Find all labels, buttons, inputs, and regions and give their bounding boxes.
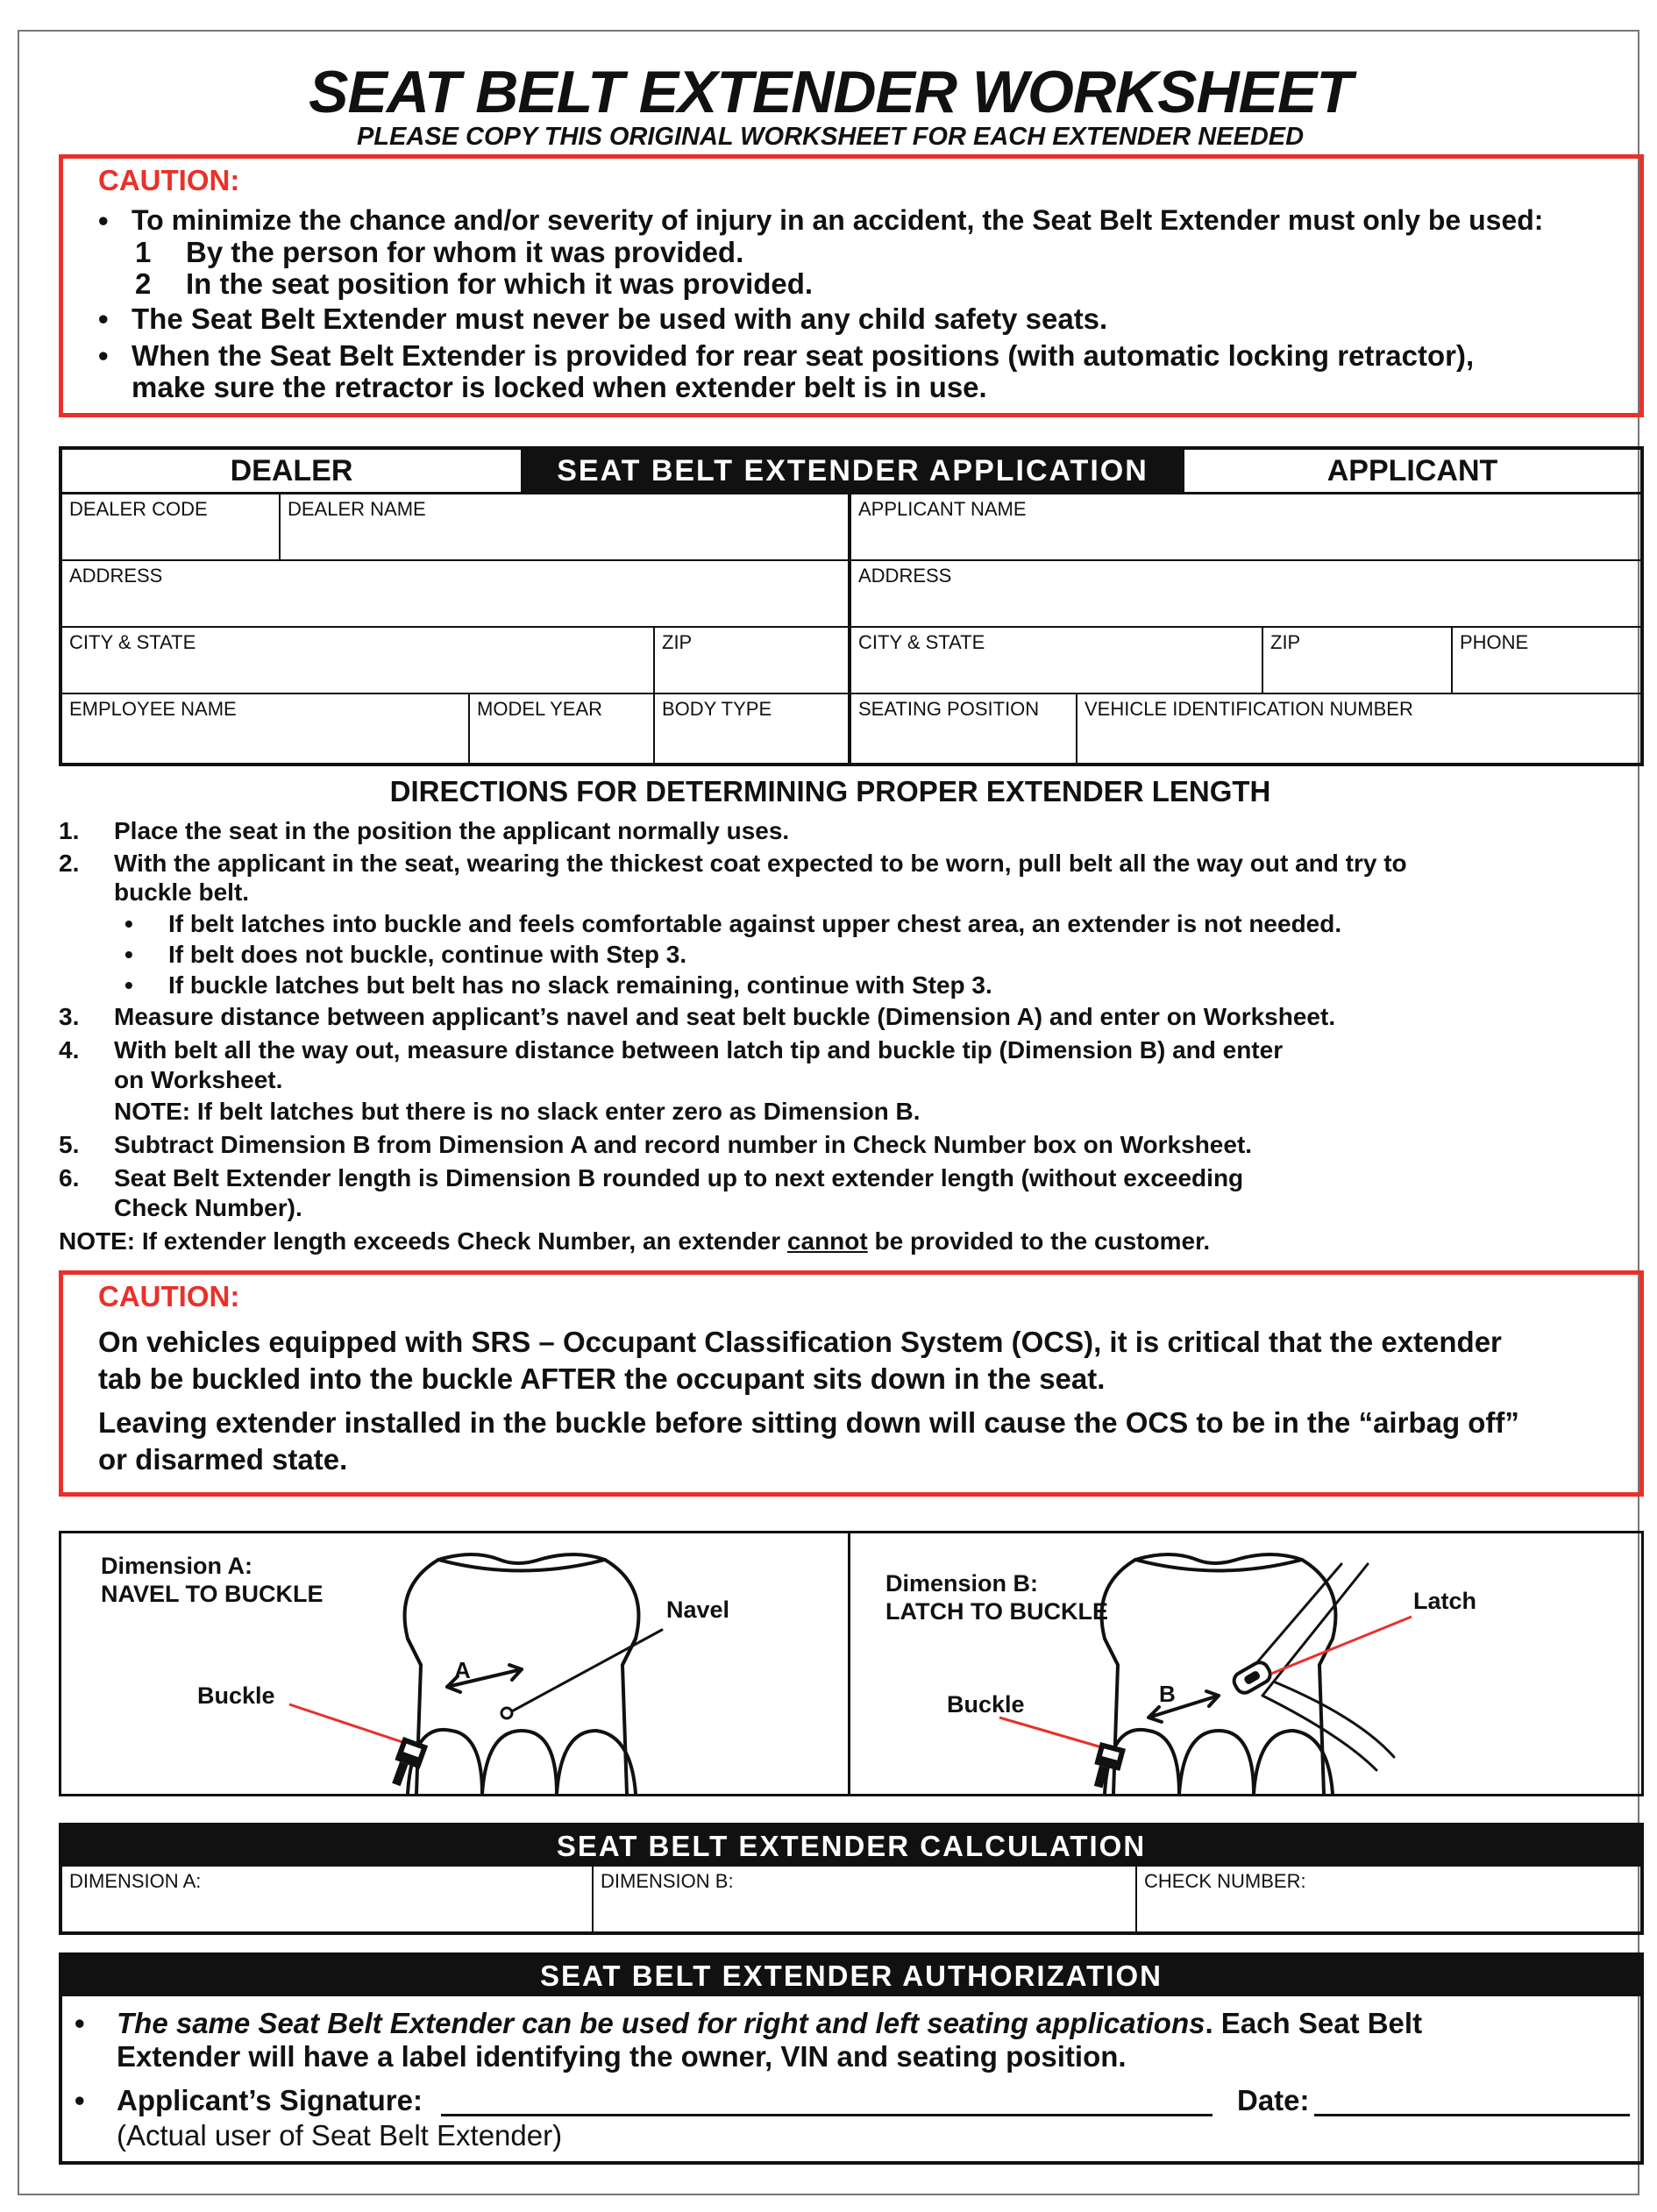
leg-outline: [482, 1731, 557, 1794]
leg-outline: [1179, 1731, 1254, 1794]
dimension-b-title: Dimension B:: [885, 1570, 1039, 1597]
bullet-icon: •: [98, 302, 109, 335]
direction-line: Place the seat in the position the applicant normally uses.: [114, 817, 790, 844]
step-number: 3.: [59, 1003, 80, 1030]
signature-label: Applicant’s Signature:: [117, 2084, 423, 2116]
field-label: MODEL YEAR: [477, 698, 603, 720]
dimension-b-illustration: [850, 1533, 1646, 1794]
dimension-a-title: Dimension A:: [101, 1553, 253, 1579]
caution-number: 2: [135, 267, 152, 300]
page-subtitle: PLEASE COPY THIS ORIGINAL WORKSHEET FOR EACH EXTENDER NEEDED: [356, 123, 1305, 151]
field-label: DEALER NAME: [288, 498, 426, 520]
note-text: NOTE: If extender length exceeds Check Number, an extender: [59, 1227, 787, 1255]
direction-line: With the applicant in the seat, wearing the thickest coat expected to be worn, pull belt all the way out and try to: [114, 850, 1407, 877]
phone-field[interactable]: [1453, 628, 1640, 694]
caution-box-1: [59, 154, 1644, 417]
buckle-leader-a: [289, 1704, 408, 1744]
field-label: ZIP: [1270, 631, 1301, 653]
vin-field[interactable]: [1077, 694, 1640, 763]
caution-line: Leaving extender installed in the buckle before sitting down will cause the OCS to be in the “airbag off”: [98, 1406, 1519, 1439]
employee-name-field[interactable]: [62, 694, 470, 763]
caution-line: In the seat position for which it was provided.: [186, 267, 814, 300]
direction-line: Measure distance between applicant’s navel and seat belt buckle (Dimension A) and enter on Worksheet.: [114, 1003, 1336, 1030]
dimension-b-field[interactable]: [594, 1867, 1137, 1931]
field-label: CHECK NUMBER:: [1144, 1870, 1306, 1892]
direction-line: Check Number).: [114, 1194, 302, 1221]
caution-line: tab be buckled into the buckle AFTER the occupant sits down in the seat.: [98, 1362, 1106, 1395]
step-number: 5.: [59, 1131, 80, 1158]
field-label: CITY & STATE: [69, 631, 196, 653]
step-number: 2.: [59, 850, 80, 877]
torso-outline: [1102, 1554, 1336, 1794]
note-text: be provided to the customer.: [867, 1227, 1211, 1255]
field-label: DIMENSION B:: [601, 1870, 734, 1892]
bullet-icon: •: [75, 2007, 85, 2039]
bullet-icon: •: [75, 2084, 85, 2116]
actual-user-note: (Actual user of Seat Belt Extender): [117, 2119, 563, 2152]
applicant-city-state-field[interactable]: [851, 628, 1263, 694]
applicant-zip-field[interactable]: [1263, 628, 1453, 694]
field-label: EMPLOYEE NAME: [69, 698, 237, 720]
caution-line: make sure the retractor is locked when extender belt is in use.: [132, 371, 987, 403]
bullet-icon: •: [98, 339, 109, 372]
dealer-city-state-field[interactable]: [62, 628, 655, 694]
latch-label: Latch: [1413, 1588, 1477, 1614]
bullet-icon: •: [98, 204, 109, 237]
direction-line: on Worksheet.: [114, 1066, 283, 1093]
field-label: BODY TYPE: [662, 698, 772, 720]
buckle-label-a: Buckle: [197, 1682, 275, 1709]
field-label: CITY & STATE: [858, 631, 985, 653]
field-label: SEATING POSITION: [858, 698, 1040, 720]
dealer-address-field[interactable]: [62, 561, 851, 628]
direction-line: If belt does not buckle, continue with Step 3.: [168, 941, 687, 968]
navel-marker: [501, 1708, 512, 1718]
step-number: 6.: [59, 1164, 80, 1191]
authorization-section: [59, 1952, 1644, 2165]
direction-line: buckle belt.: [114, 878, 250, 906]
navel-label: Navel: [666, 1597, 730, 1623]
note-underlined: cannot: [786, 1227, 868, 1255]
dealer-name-field[interactable]: [281, 494, 851, 561]
applicant-address-field[interactable]: [851, 561, 1640, 628]
authorization-header: SEAT BELT EXTENDER AUTHORIZATION: [62, 1956, 1640, 1996]
applicant-name-field[interactable]: [851, 494, 1640, 561]
sleeve-line: [622, 1639, 636, 1665]
authorization-italic: The same Seat Belt Extender can be used for right and left seating applications: [117, 2007, 1205, 2039]
direction-line: With belt all the way out, measure distance between latch tip and buckle tip (Dimension B) and enter: [114, 1036, 1284, 1063]
collar-line: [438, 1560, 605, 1571]
caution-line: To minimize the chance and/or severity of injury in an accident, the Seat Belt Extender must only be used:: [132, 204, 1544, 236]
shoulder-belt: [1262, 1564, 1368, 1696]
dealer-header: DEALER: [230, 453, 353, 487]
directions-title: DIRECTIONS FOR DETERMINING PROPER EXTENDER LENGTH: [389, 775, 1271, 807]
buckle-icon: [1089, 1742, 1126, 1791]
field-label: ADDRESS: [69, 565, 163, 587]
sleeve-line: [408, 1639, 421, 1665]
step-number: 1.: [59, 817, 80, 844]
dimension-a-field[interactable]: [62, 1867, 594, 1931]
direction-line: If buckle latches but belt has no slack remaining, continue with Step 3.: [168, 971, 992, 999]
field-label: ZIP: [662, 631, 693, 653]
field-label: DIMENSION A:: [69, 1870, 202, 1892]
buckle-leader-b: [999, 1718, 1105, 1748]
caution-heading-2: CAUTION:: [98, 1280, 240, 1312]
caution-line: or disarmed state.: [98, 1443, 348, 1476]
dimension-a-letter: A: [454, 1657, 471, 1683]
check-number-field[interactable]: [1137, 1867, 1640, 1931]
dimension-a-subtitle: NAVEL TO BUCKLE: [101, 1581, 324, 1607]
torso-outline: [405, 1554, 639, 1794]
direction-line: If belt latches into buckle and feels comfortable against upper chest area, an extender is not needed.: [168, 910, 1342, 937]
buckle-label-b: Buckle: [947, 1691, 1025, 1718]
bullet-icon: •: [124, 941, 133, 968]
field-label: APPLICANT NAME: [858, 498, 1027, 520]
dealer-zip-field[interactable]: [655, 628, 851, 694]
direction-line: Seat Belt Extender length is Dimension B rounded up to next extender length (without exceeding: [114, 1164, 1244, 1191]
caution-line: When the Seat Belt Extender is provided for rear seat positions (with automatic locking retractor),: [132, 339, 1475, 372]
calculation-header: SEAT BELT EXTENDER CALCULATION: [62, 1826, 1640, 1867]
dealer-code-field[interactable]: [62, 494, 281, 561]
bullet-icon: •: [124, 910, 133, 937]
latch-leader: [1271, 1617, 1412, 1674]
dimension-a-illustration: [61, 1533, 848, 1794]
field-label: DEALER CODE: [69, 498, 208, 520]
date-line[interactable]: [1314, 2114, 1630, 2116]
direction-line: NOTE: If belt latches but there is no slack enter zero as Dimension B.: [114, 1098, 921, 1125]
field-label: VEHICLE IDENTIFICATION NUMBER: [1085, 698, 1413, 720]
dimension-b-subtitle: LATCH TO BUCKLE: [885, 1598, 1108, 1625]
bullet-icon: •: [124, 971, 133, 999]
caution-line: By the person for whom it was provided.: [186, 236, 744, 268]
calculation-section: [59, 1823, 1644, 1935]
authorization-line: [117, 2007, 1422, 2040]
caution-box-2: [59, 1270, 1644, 1497]
field-label: ADDRESS: [858, 565, 952, 587]
body-type-field[interactable]: [655, 694, 851, 763]
caution-line: On vehicles equipped with SRS – Occupant Classification System (OCS), it is critical that the extender: [98, 1326, 1502, 1358]
extender-note: [59, 1227, 1210, 1255]
page-title: SEAT BELT EXTENDER WORKSHEET: [309, 59, 1352, 125]
dimension-figures: [59, 1531, 1644, 1796]
caution-line: The Seat Belt Extender must never be used with any child safety seats.: [132, 302, 1108, 335]
caution-number: 1: [135, 236, 152, 268]
field-label: PHONE: [1460, 631, 1529, 653]
caution-heading-1: CAUTION:: [98, 164, 240, 196]
direction-line: Subtract Dimension B from Dimension A and record number in Check Number box on Worksheet.: [114, 1131, 1253, 1158]
signature-line[interactable]: [441, 2114, 1213, 2116]
applicant-header: APPLICANT: [1326, 453, 1498, 487]
application-header: SEAT BELT EXTENDER APPLICATION: [521, 450, 1184, 492]
authorization-text: . Each Seat Belt: [1205, 2007, 1423, 2039]
collar-line: [1135, 1560, 1302, 1571]
step-number: 4.: [59, 1036, 80, 1063]
worksheet-page: [18, 30, 1639, 2195]
navel-leader: [508, 1630, 662, 1713]
model-year-field[interactable]: [470, 694, 655, 763]
application-form: [59, 446, 1644, 766]
lap-belt: [1276, 1682, 1394, 1757]
seating-position-field[interactable]: [851, 694, 1077, 763]
authorization-line: Extender will have a label identifying the owner, VIN and seating position.: [117, 2040, 1127, 2073]
dimension-b-letter: B: [1159, 1681, 1176, 1707]
date-label: Date:: [1237, 2084, 1310, 2116]
